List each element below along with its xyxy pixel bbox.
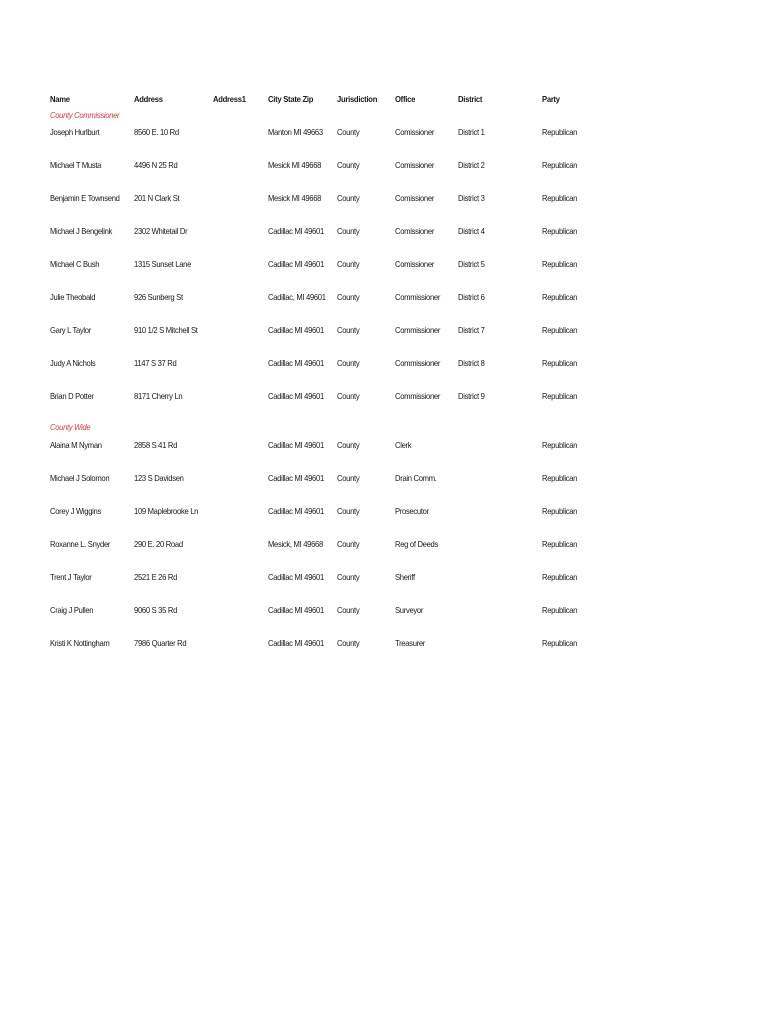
cell-name: Judy A Nichols [50,358,96,368]
cell-office: Drain Comm. [395,473,437,483]
cell-district: District 6 [458,292,485,302]
cell-address: 1147 S 37 Rd [134,358,177,368]
cell-district: District 2 [458,160,485,170]
cell-jurisdiction: County [337,325,360,335]
cell-district: District 1 [458,127,485,137]
cell-city: Mesick, MI 49668 [268,539,323,549]
cell-address: 2858 S 41 Rd [134,440,178,450]
cell-office: Comissioner [395,259,435,269]
cell-office: Reg of Deeds [395,539,439,549]
cell-party: Republican [542,259,578,269]
cell-name: Julie Theobald [50,292,96,302]
cell-party: Republican [542,506,578,516]
cell-office: Sheriff [395,572,415,582]
cell-jurisdiction: County [337,391,360,401]
cell-address: 926 Sunberg St [134,292,183,302]
cell-city: Cadillac MI 49601 [268,226,324,236]
cell-party: Republican [542,572,578,582]
header-party: Party [542,94,560,104]
cell-office: Surveyor [395,605,424,615]
cell-office: Comissioner [395,226,435,236]
cell-address: 109 Maplebrooke Ln [134,506,199,516]
cell-party: Republican [542,325,578,335]
cell-office: Treasurer [395,638,426,648]
header-jurisdiction: Jurisdiction [337,94,378,104]
header-office: Office [395,94,416,104]
cell-city: Cadillac MI 49601 [268,358,324,368]
cell-jurisdiction: County [337,292,360,302]
cell-name: Michael J Bengelink [50,226,113,236]
cell-party: Republican [542,292,578,302]
cell-city: Cadillac, MI 49601 [268,292,326,302]
cell-office: Commissioner [395,292,441,302]
cell-jurisdiction: County [337,605,360,615]
cell-name: Kristi K Nottingham [50,638,110,648]
cell-name: Michael J Solomon [50,473,110,483]
cell-address: 4496 N 25 Rd [134,160,178,170]
cell-city: Cadillac MI 49601 [268,638,324,648]
cell-office: Commissioner [395,325,441,335]
cell-district: District 8 [458,358,485,368]
cell-party: Republican [542,391,578,401]
cell-party: Republican [542,440,578,450]
cell-party: Republican [542,539,578,549]
cell-office: Comissioner [395,193,435,203]
section-title: County Wide [50,422,91,432]
cell-district: District 7 [458,325,485,335]
cell-office: Comissioner [395,127,435,137]
cell-party: Republican [542,193,578,203]
cell-party: Republican [542,358,578,368]
cell-jurisdiction: County [337,440,360,450]
cell-jurisdiction: County [337,473,360,483]
cell-name: Benjamin E Townsend [50,193,120,203]
cell-party: Republican [542,638,578,648]
header-city-state-zip: City State Zip [268,94,314,104]
cell-name: Michael T Musta [50,160,102,170]
cell-jurisdiction: County [337,193,360,203]
cell-address: 8171 Cherry Ln [134,391,183,401]
cell-district: District 5 [458,259,485,269]
cell-name: Craig J Pullen [50,605,94,615]
cell-city: Cadillac MI 49601 [268,325,324,335]
header-name: Name [50,94,70,104]
cell-jurisdiction: County [337,226,360,236]
cell-city: Cadillac MI 49601 [268,440,324,450]
cell-office: Clerk [395,440,412,450]
cell-name: Roxanne L. Snyder [50,539,111,549]
cell-jurisdiction: County [337,539,360,549]
header-district: District [458,94,483,104]
cell-district: District 4 [458,226,485,236]
cell-office: Commissioner [395,358,441,368]
cell-address: 9060 S 35 Rd [134,605,178,615]
cell-name: Trent J Taylor [50,572,92,582]
cell-party: Republican [542,473,578,483]
cell-party: Republican [542,160,578,170]
cell-office: Prosecutor [395,506,429,516]
cell-address: 7986 Quarter Rd [134,638,187,648]
cell-city: Cadillac MI 49601 [268,572,324,582]
cell-address: 1315 Sunset Lane [134,259,192,269]
cell-party: Republican [542,127,578,137]
cell-jurisdiction: County [337,127,360,137]
cell-jurisdiction: County [337,259,360,269]
cell-city: Cadillac MI 49601 [268,391,324,401]
cell-city: Cadillac MI 49601 [268,605,324,615]
cell-city: Manton MI 49663 [268,127,323,137]
cell-address: 123 S Davidsen [134,473,184,483]
cell-address: 2302 Whitetail Dr [134,226,188,236]
cell-city: Cadillac MI 49601 [268,473,324,483]
header-address: Address [134,94,163,104]
cell-jurisdiction: County [337,506,360,516]
cell-office: Comissioner [395,160,435,170]
cell-district: District 3 [458,193,485,203]
cell-jurisdiction: County [337,160,360,170]
cell-jurisdiction: County [337,358,360,368]
cell-address: 201 N Clark St [134,193,180,203]
cell-name: Corey J Wiggins [50,506,101,516]
cell-address: 8560 E. 10 Rd [134,127,179,137]
cell-city: Mesick MI 49668 [268,193,322,203]
cell-city: Cadillac MI 49601 [268,506,324,516]
cell-office: Commissioner [395,391,441,401]
cell-name: Brian D Potter [50,391,94,401]
cell-name: Joseph Hurlburt [50,127,100,137]
cell-address: 290 E. 20 Road [134,539,183,549]
cell-city: Cadillac MI 49601 [268,259,324,269]
cell-district: District 9 [458,391,485,401]
header-address1: Address1 [213,94,246,104]
cell-name: Michael C Bush [50,259,100,269]
section-title: County Commissioner [50,110,120,120]
cell-name: Gary L Taylor [50,325,91,335]
cell-party: Republican [542,605,578,615]
cell-address: 2521 E 26 Rd [134,572,178,582]
cell-name: Alaina M Nyman [50,440,102,450]
cell-party: Republican [542,226,578,236]
cell-city: Mesick MI 49668 [268,160,322,170]
cell-jurisdiction: County [337,572,360,582]
cell-address: 910 1/2 S Mitchell St [134,325,198,335]
cell-jurisdiction: County [337,638,360,648]
